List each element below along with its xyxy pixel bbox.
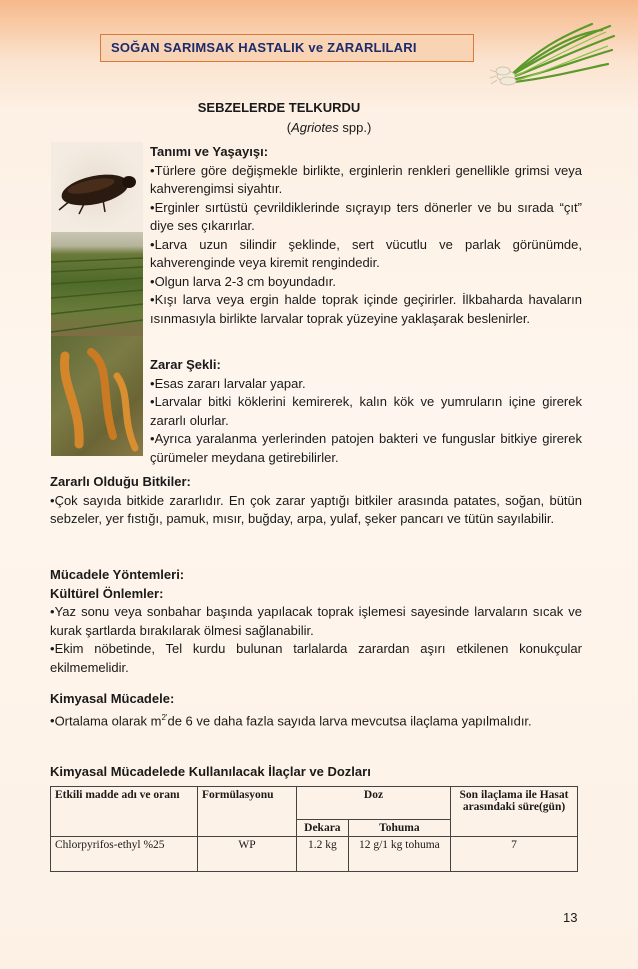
header-title: SOĞAN SARIMSAK HASTALIK ve ZARARLILARI bbox=[111, 40, 417, 55]
zarar-section bbox=[150, 356, 582, 467]
header-band bbox=[100, 34, 474, 62]
cell-tohuma: 12 g/1 kg tohuma bbox=[348, 837, 450, 872]
mucadele-section bbox=[50, 566, 582, 677]
larvae-photo bbox=[51, 336, 143, 456]
col-header-form: Formülasyonu bbox=[198, 787, 297, 837]
zarar-heading: Zarar Şekli: bbox=[150, 357, 221, 372]
zarar-item: • Larvalar bitki köklerini kemirerek, kalın kök ve yumruların içine girerek zararlı olurlar. bbox=[150, 393, 582, 430]
cell-sure: 7 bbox=[451, 837, 578, 872]
tanimi-section bbox=[150, 143, 582, 328]
kimyasal-heading: Kimyasal Mücadele: bbox=[50, 691, 175, 706]
col-header-madde: Etkili madde adı ve oranı bbox=[51, 787, 198, 837]
table-header-row bbox=[51, 787, 578, 820]
zarar-item: • Ayrıca yaralanma yerlerinden patojen bakteri ve funguslar bitkiye girerek çürümeler meydana getirebilirler. bbox=[150, 430, 582, 467]
cell-dekara: 1.2 kg bbox=[297, 837, 349, 872]
kimyasal-text-after: de 6 ve daha fazla sayıda larva mevcutsa ilaçlama yapılmalıdır. bbox=[167, 712, 532, 728]
dose-table bbox=[50, 786, 578, 872]
col-header-tohuma: Tohuma bbox=[348, 820, 450, 837]
latin-name: Agriotes bbox=[291, 120, 339, 135]
bitkiler-text: • Çok sayıda bitkide zararlıdır. En çok zarar yaptığı bitkiler arasında patates, soğan, bütün sebzeler, yer fıstığı, pamuk, mısır, buğday, arpa, yulaf, şeker pancarı ve tütün sayılabilir. bbox=[50, 492, 582, 529]
tanimi-item: • Olgun larva 2-3 cm boyundadır. bbox=[150, 273, 582, 292]
field-photo bbox=[51, 232, 143, 336]
kulturel-heading: Kültürel Önlemler: bbox=[50, 585, 164, 601]
tanimi-item: • Larva uzun silindir şeklinde, sert vücutlu ve parlak görünümde, kahverenginde veya kiremit rengindedir. bbox=[150, 236, 582, 273]
zarar-item: • Esas zararı larvalar yapar. bbox=[150, 375, 582, 394]
page-number: 13 bbox=[563, 910, 578, 925]
tanimi-item: • Erginler sırtüstü çevrildiklerinde sıçrayıp ters dönerler ve bu sırada “çıt” diye ses çıkarırlar. bbox=[150, 199, 582, 236]
mucadele-item: • Yaz sonu veya sonbahar başında yapılacak toprak işlemesi sayesinde larvaların sıcak ve kurak şartlarda bırakılarak ölmesi sağlanabilir. bbox=[50, 603, 582, 640]
kimyasal-sup: 2' bbox=[161, 712, 168, 722]
bitkiler-section bbox=[50, 473, 582, 529]
cell-form: WP bbox=[198, 837, 297, 872]
col-header-dekara: Dekara bbox=[297, 820, 349, 837]
kimyasal-text bbox=[50, 709, 582, 731]
bitkiler-heading: Zararlı Olduğu Bitkiler: bbox=[50, 474, 191, 489]
tanimi-item: • Kışı larva veya ergin halde toprak içinde geçirirler. İlkbaharda havaların ısınmasıyla birlikte larvalar toprak yüzeyine yaklaşarak beslenirler. bbox=[150, 291, 582, 328]
kimyasal-section bbox=[50, 690, 582, 730]
onion-illustration bbox=[488, 20, 618, 86]
tanimi-item: • Türlere göre değişmekle birlikte, erginlerin renkleri genellikle grimsi veya kahverengimsi siyahtır. bbox=[150, 162, 582, 199]
table-heading: Kimyasal Mücadelede Kullanılacak İlaçlar ve Dozları bbox=[50, 764, 371, 779]
article-subtitle bbox=[10, 120, 638, 135]
subtitle-suffix: spp.) bbox=[338, 120, 372, 135]
mucadele-item: • Ekim nöbetinde, Tel kurdu bulunan tarlalarda zarardan aşırı etkilenen konukçular ekilmemelidir. bbox=[50, 640, 582, 677]
beetle-photo bbox=[51, 142, 143, 232]
tanimi-heading: Tanımı ve Yaşayışı: bbox=[150, 144, 269, 159]
subtitle-open-paren: ( bbox=[286, 120, 292, 135]
table-row bbox=[51, 837, 578, 872]
article-title: SEBZELERDE TELKURDU bbox=[197, 100, 361, 115]
col-header-sure: Son ilaçlama ile Hasat arasındaki süre(gün) bbox=[451, 787, 578, 837]
col-header-doz: Doz bbox=[297, 787, 451, 820]
mucadele-heading: Mücadele Yöntemleri: bbox=[50, 567, 185, 582]
kimyasal-text-before: Ortalama olarak m bbox=[54, 712, 162, 728]
cell-madde: Chlorpyrifos-ethyl %25 bbox=[51, 837, 198, 872]
